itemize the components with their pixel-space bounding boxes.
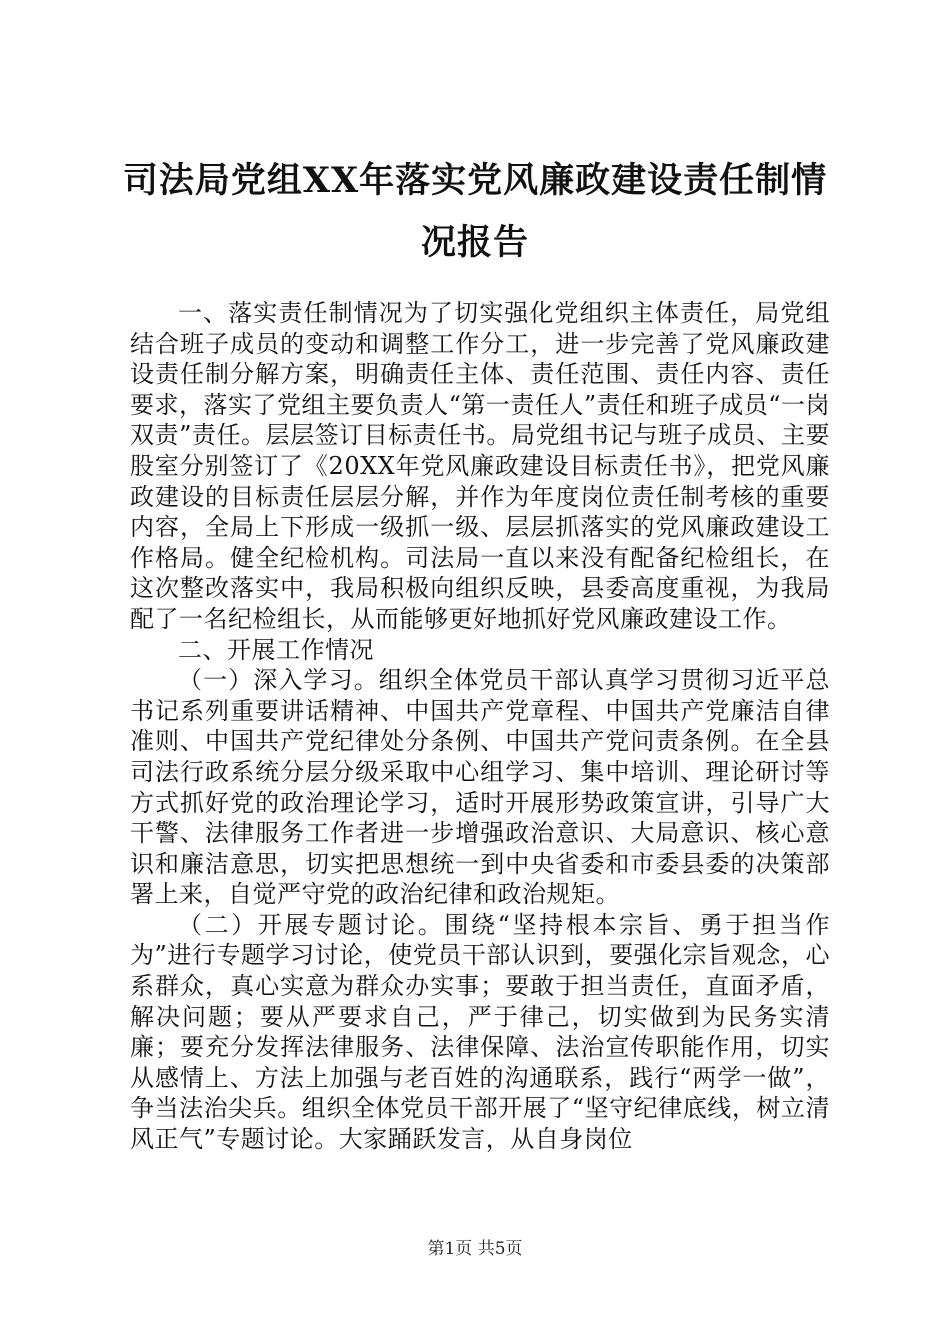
title-line-2: 况报告 xyxy=(420,222,529,263)
document-title xyxy=(110,150,840,274)
title-line-1: 司法局党组XX年落实党风廉政建设责任制情 xyxy=(122,160,828,201)
paragraph-in-depth-study: （一）深入学习。组织全体党员干部认真学习贯彻习近平总书记系列重要讲话精神、中国共产党章程、中国共产党廉洁自律准则、中国共产党纪律处分条例、中国共产党问责条例。在全县司法行政系统分层分级采取中心组学习、集中培训、理论研讨等方式抓好党的政治理论学习，适时开展形势政策宣讲，引导广大干警、法律服务工作者进一步增强政治意识、大局意识、核心意识和廉洁意思，切实把思想统一到中央省委和市委县委的决策部署上来，自觉严守党的政治纪律和政治规矩。 xyxy=(130,666,830,909)
page-number-footer: 第1页 共5页 xyxy=(427,1239,523,1259)
paragraph-thematic-discussion: （二）开展专题讨论。围绕“坚持根本宗旨、勇于担当作为”进行专题学习讨论，使党员干部认识到，要强化宗旨观念，心系群众，真心实意为群众办实事；要敢于担当责任，直面矛盾，解决问题；要从严要求自己，严于律己，切实做到为民务实清廉；要充分发挥法律服务、法律保障、法治宣传职能作用，切实从感情上、方法上加强与老百姓的沟通联系，践行“两学一做”，争当法治尖兵。组织全体党员干部开展了“坚守纪律底线，树立清风正气”专题讨论。大家踊跃发言，从自身岗位 xyxy=(130,910,830,1154)
document-body xyxy=(130,298,830,1155)
paragraph-responsibility-system: 一、落实责任制情况为了切实强化党组织主体责任，局党组结合班子成员的变动和调整工作分工，进一步完善了党风廉政建设责任制分解方案，明确责任主体、责任范围、责任内容、责任要求，落实了党组主要负责人“第一责任人”责任和班子成员“一岗双责”责任。层层签订目标责任书。局党组书记与班子成员、主要股室分别签订了《20XX年党风廉政建设目标责任书》，把党风廉政建设的目标责任层层分解，并作为年度岗位责任制考核的重要内容，全局上下形成一级抓一级、层层抓落实的党风廉政建设工作格局。健全纪检机构。司法局一直以来没有配备纪检组长，在这次整改落实中，我局积极向组织反映，县委高度重视，为我局配了一名纪检组长，从而能够更好地抓好党风廉政建设工作。 xyxy=(130,299,830,633)
section-heading-work-status: 二、开展工作情况 xyxy=(178,635,374,664)
